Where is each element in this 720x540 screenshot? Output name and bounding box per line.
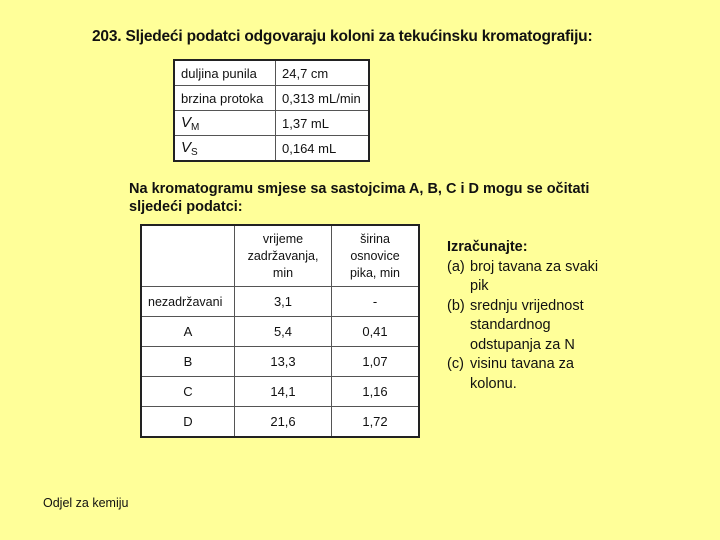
peak-width-cell: - xyxy=(332,287,420,317)
table-row xyxy=(174,60,369,86)
component-name: nezadržavani xyxy=(141,287,235,317)
tasks-heading: Izračunajte: xyxy=(447,239,528,255)
table-row xyxy=(174,111,369,136)
task-b xyxy=(447,297,622,356)
retention-time-cell: 13,3 xyxy=(235,347,332,377)
param-value: 0,164 mL xyxy=(276,136,370,162)
param-symbol: $V_S$ xyxy=(174,136,276,162)
table-header-row xyxy=(141,225,419,287)
task-label: (c) xyxy=(447,356,464,372)
param-label: brzina protoka xyxy=(174,86,276,111)
table-row xyxy=(174,86,369,111)
task-text: pik xyxy=(470,278,489,294)
table-row xyxy=(141,407,419,438)
task-c xyxy=(447,355,622,394)
retention-time-cell: 5,4 xyxy=(235,317,332,347)
header-peak-width: širina osnovice pika, min xyxy=(332,225,420,287)
peak-width-cell: 1,72 xyxy=(332,407,420,438)
component-name: C xyxy=(141,377,235,407)
task-text: broj tavana za svaki xyxy=(470,258,599,275)
peak-width-cell: 1,16 xyxy=(332,377,420,407)
task-label: (a) xyxy=(447,258,465,275)
column-parameters-table xyxy=(173,59,370,162)
component-name: A xyxy=(141,317,235,347)
header-retention-time: vrijeme zadržavanja, min xyxy=(235,225,332,287)
param-label: duljina punila xyxy=(174,60,276,86)
param-value: 1,37 mL xyxy=(276,111,370,136)
task-text: visinu tavana za xyxy=(470,356,574,372)
param-value: 24,7 cm xyxy=(276,60,370,86)
chromatogram-intro: Na kromatogramu smjese sa sastojcima A, B, C i D mogu se očitati sljedeći podatci: xyxy=(129,181,590,215)
component-name: D xyxy=(141,407,235,438)
retention-time-cell: 21,6 xyxy=(235,407,332,438)
table-row xyxy=(141,287,419,317)
table-row xyxy=(141,317,419,347)
header-empty-cell xyxy=(141,225,235,287)
task-text: standardnog xyxy=(470,317,551,333)
task-text: kolonu. xyxy=(470,375,517,392)
param-value: 0,313 mL/min xyxy=(276,86,370,111)
table-row xyxy=(141,347,419,377)
retention-time-cell: 3,1 xyxy=(235,287,332,317)
table-row xyxy=(174,136,369,162)
tasks-block xyxy=(447,238,622,394)
footer-department: Odjel za kemiju xyxy=(43,496,129,510)
param-symbol: $V_M$ xyxy=(174,111,276,136)
table-row xyxy=(141,377,419,407)
task-text: odstupanja za N xyxy=(470,336,575,353)
task-text: srednju vrijednost xyxy=(470,297,584,314)
retention-time-cell: 14,1 xyxy=(235,377,332,407)
peak-width-cell: 1,07 xyxy=(332,347,420,377)
problem-title: 203. Sljedeći podatci odgovaraju koloni za tekućinsku kromatografiju: xyxy=(92,28,593,45)
chromatogram-data-table xyxy=(140,224,420,438)
task-label: (b) xyxy=(447,297,465,314)
peak-width-cell: 0,41 xyxy=(332,317,420,347)
task-a xyxy=(447,258,622,297)
component-name: B xyxy=(141,347,235,377)
